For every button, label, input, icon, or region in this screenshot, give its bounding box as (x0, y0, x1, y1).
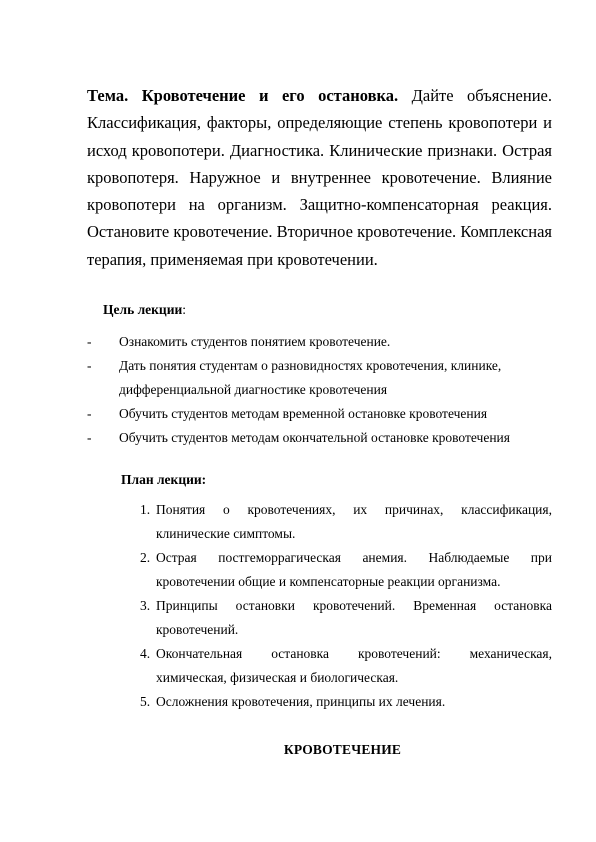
list-item: - Обучить студентов методам временной остановке кровотечения (87, 402, 557, 426)
list-item: 4. Окончательная остановка кровотечений: механическая, химическая, физическая и биологическая. (120, 642, 552, 690)
topic-line: кровопотеря. Наружное и внутреннее кровотечение. Влияние (87, 167, 552, 187)
item-number: 3. (140, 598, 151, 613)
list-item: 5. Осложнения кровотечения, принципы их лечения. (120, 690, 552, 714)
goals-list (87, 330, 557, 450)
topic-line: Остановите кровотечение. Вторичное кровотечение. Комплексная (87, 222, 552, 242)
item-number: 2. (140, 550, 151, 565)
topic-heading: Тема. Кровотечение и его остановка. (87, 86, 399, 105)
bullet-dash: - (87, 334, 92, 349)
list-item: - Обучить студентов методам окончательной остановке кровотечения (87, 426, 557, 450)
item-number: 4. (140, 646, 151, 661)
list-item: 2. Острая постгеморрагическая анемия. Наблюдаемые при кровотечении общие и компенсаторные реакции организма. (120, 546, 552, 594)
plan-list (120, 498, 552, 714)
topic-line: кровопотери на организм. Защитно-компенсаторная реакция. (87, 195, 552, 215)
bullet-dash: - (87, 430, 92, 445)
item-number: 1. (140, 502, 151, 517)
list-item: 3. Принципы остановки кровотечений. Временная остановка кровотечений. (120, 594, 552, 642)
topic-paragraph (87, 82, 552, 273)
goals-heading: Цель лекции: (103, 302, 187, 317)
list-item: 1. Понятия о кровотечениях, их причинах, классификация, клинические симптомы. (120, 498, 552, 546)
item-number: 5. (140, 694, 151, 709)
topic-line: Тема. Кровотечение и его остановка. Дайте объяснение. (87, 86, 552, 105)
topic-line: исход кровопотери. Диагностика. Клинические признаки. Острая (87, 140, 552, 160)
list-item: - Ознакомить студентов понятием кровотечение. (87, 330, 557, 354)
plan-heading: План лекции: (121, 472, 207, 487)
bullet-dash: - (87, 358, 92, 373)
bullet-dash: - (87, 406, 92, 421)
topic-line: Классификация, факторы, определяющие степень кровопотери и (87, 113, 552, 133)
topic-line: терапия, применяемая при кровотечении. (87, 249, 378, 269)
section-title: КРОВОТЕЧЕНИЕ (283, 742, 402, 757)
list-item: - Дать понятия студентам о разновидностях кровотечения, клинике, дифференциальной диагностике кровотечения (87, 354, 557, 402)
